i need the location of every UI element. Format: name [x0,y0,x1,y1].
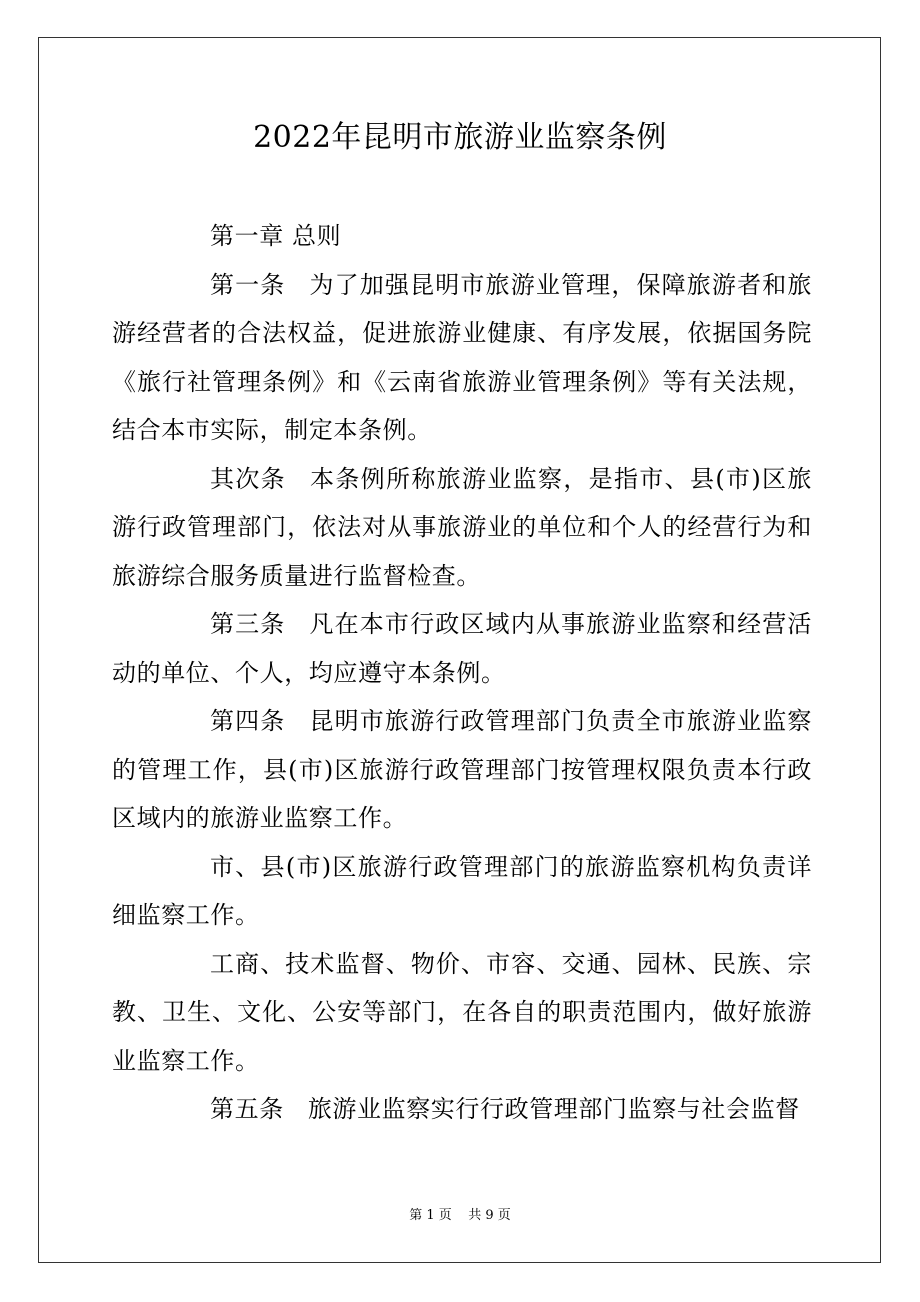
article-paragraph [112,600,812,697]
article-text: 为了加强昆明市旅游业管理，保障旅游者和旅游经营者的合法权益，促进旅游业健康、有序发展，依据国务院《旅行社管理条例》和《云南省旅游业管理条例》等有关法规，结合本市实际，制定本条例。 [112,270,812,444]
article-paragraph [112,455,812,601]
body-paragraph [112,843,812,940]
article-paragraph [112,1085,812,1134]
page-number: 第 1 页 [409,1208,452,1223]
article-paragraph [112,697,812,843]
body-paragraph [112,940,812,1086]
article-paragraph [112,261,812,455]
document-body [112,212,812,1134]
paragraph-text: 市、县(市)区旅游行政管理部门的旅游监察机构负责详细监察工作。 [112,852,812,929]
article-text: 昆明市旅游行政管理部门负责全市旅游业监察的管理工作，县(市)区旅游行政管理部门按管理权限负责本行政区域内的旅游业监察工作。 [112,707,812,832]
chapter-heading: 第一章 总则 [210,222,342,250]
article-label: 第四条 [210,707,286,735]
article-label: 第三条 [210,610,286,638]
article-label: 其次条 [210,464,286,493]
paragraph-text: 工商、技术监督、物价、市容、交通、园林、民族、宗教、卫生、文化、公安等部门，在各自的职责范围内，做好旅游业监察工作。 [112,949,812,1075]
document-title: 2022年昆明市旅游业监察条例 [253,120,667,155]
article-text: 旅游业监察实行行政管理部门监察与社会监督 [307,1095,800,1123]
article-label: 第五条 [210,1095,284,1123]
page-total: 共 9 页 [468,1208,511,1223]
page-footer [0,1204,920,1223]
article-text: 本条例所称旅游业监察，是指市、县(市)区旅游行政管理部门，依法对从事旅游业的单位和个人的经营行为和旅游综合服务质量进行监督检查。 [112,464,812,590]
article-label: 第一条 [210,270,286,299]
article-text: 凡在本市行政区域内从事旅游业监察和经营活动的单位、个人，均应遵守本条例。 [112,610,812,687]
